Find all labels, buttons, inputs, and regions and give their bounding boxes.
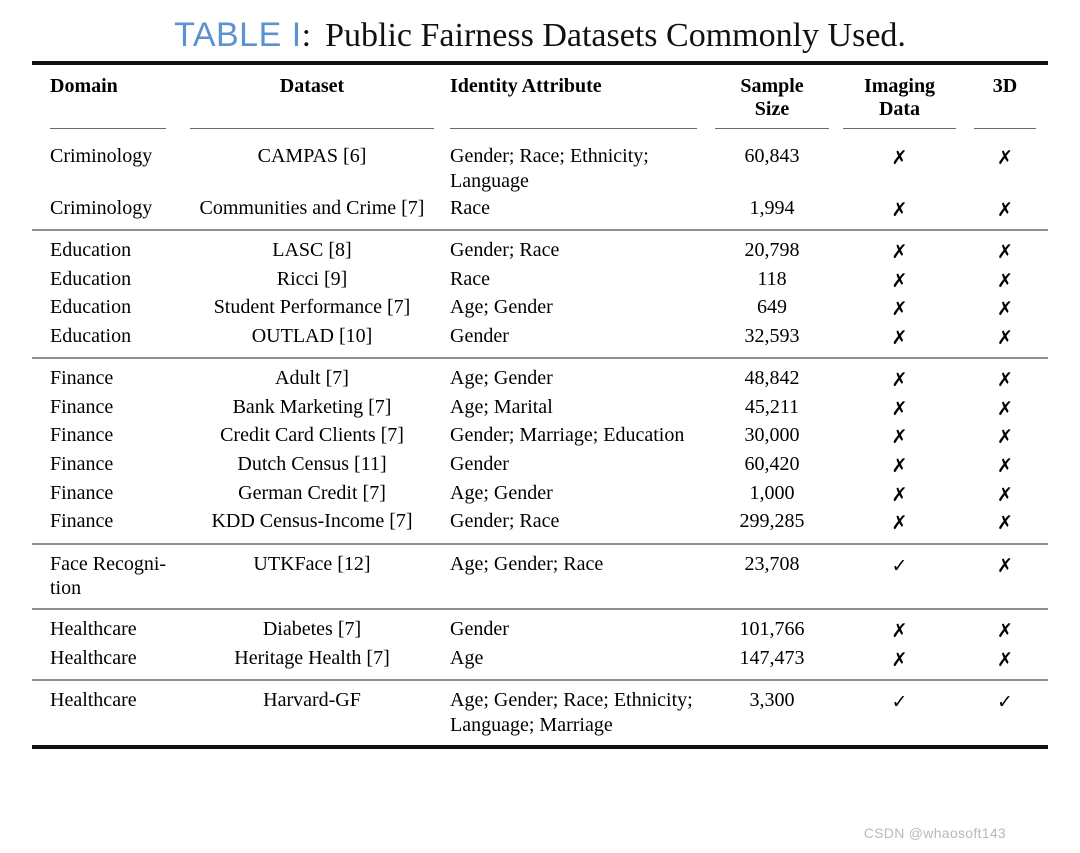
cell-sample-size: 48,842 <box>744 367 800 390</box>
cell-dataset: KDD Census-Income [7] <box>211 510 413 533</box>
cell-3d <box>962 359 1048 394</box>
cross-icon: ✗ <box>891 397 908 420</box>
cross-icon: ✗ <box>997 241 1013 264</box>
cell-imaging-data <box>837 137 962 195</box>
cross-icon: ✗ <box>997 554 1013 577</box>
cell-imaging-data <box>837 394 962 423</box>
check-icon: ✓ <box>891 554 908 577</box>
cell-imaging-data <box>837 294 962 323</box>
table-number-label: TABLE I <box>174 16 302 54</box>
check-icon: ✓ <box>997 691 1013 714</box>
cell-sample-size: 118 <box>757 267 787 290</box>
cell-sample-size: 30,000 <box>744 424 800 447</box>
cell-domain: Finance <box>50 481 114 504</box>
cell-domain: Education <box>50 324 132 347</box>
cell-sample-size: 649 <box>757 296 787 319</box>
cell-3d <box>962 610 1048 645</box>
cell-imaging-data <box>837 610 962 645</box>
table-row <box>32 681 1048 745</box>
cross-icon: ✗ <box>891 512 908 535</box>
cell-identity-attribute: Age; Marital <box>450 395 553 418</box>
cell-dataset: UTKFace [12] <box>253 552 371 575</box>
cell-imaging-data <box>837 480 962 509</box>
cell-identity-attribute: Race <box>450 196 490 219</box>
cell-3d <box>962 681 1048 745</box>
cell-domain: Education <box>50 296 132 319</box>
cell-sample-size: 60,420 <box>744 452 800 475</box>
cell-dataset: LASC [8] <box>272 239 352 262</box>
cell-domain: Finance <box>50 452 114 475</box>
cross-icon: ✗ <box>891 369 908 392</box>
cell-identity-attribute: Age; Gender <box>450 481 553 504</box>
cross-icon: ✗ <box>997 147 1013 169</box>
watermark: CSDN @whaosoft143 <box>863 825 1006 841</box>
cell-domain: Face Recogni- tion <box>50 552 167 600</box>
cell-identity-attribute: Age; Gender <box>450 367 553 390</box>
cell-domain: Healthcare <box>50 689 137 712</box>
cross-icon: ✗ <box>997 426 1013 449</box>
cell-sample-size: 1,994 <box>749 196 795 219</box>
cell-imaging-data <box>837 231 962 266</box>
table-row <box>32 394 1048 423</box>
cross-icon: ✗ <box>891 241 908 264</box>
cell-domain: Finance <box>50 367 114 390</box>
cross-icon: ✗ <box>891 483 908 506</box>
table-row <box>32 359 1048 394</box>
cell-imaging-data <box>837 266 962 295</box>
table-row <box>32 266 1048 295</box>
table-row <box>32 422 1048 451</box>
cell-sample-size: 299,285 <box>739 510 805 533</box>
header-underline-sample <box>707 123 837 137</box>
cell-domain: Criminology <box>50 196 153 219</box>
cell-3d <box>962 266 1048 295</box>
cross-icon: ✗ <box>997 397 1013 420</box>
cross-icon: ✗ <box>997 198 1013 221</box>
cell-domain: Criminology <box>50 145 153 167</box>
cell-3d <box>962 545 1048 609</box>
table-row <box>32 294 1048 323</box>
cell-imaging-data <box>837 508 962 543</box>
cross-icon: ✗ <box>997 269 1013 292</box>
cell-imaging-data <box>837 195 962 230</box>
header-underline-imaging <box>837 123 962 137</box>
column-header-imaging-data-line1: Imaging <box>863 75 936 97</box>
cell-identity-attribute: Race <box>450 267 490 290</box>
column-header-imaging-data <box>837 65 962 123</box>
table-header <box>32 65 1048 137</box>
cell-3d <box>962 645 1048 680</box>
cell-identity-attribute: Gender <box>450 618 509 641</box>
cell-domain: Healthcare <box>50 646 137 669</box>
cell-sample-size: 32,593 <box>744 324 800 347</box>
fairness-datasets-table <box>32 61 1048 749</box>
cell-dataset: Credit Card Clients [7] <box>220 424 404 447</box>
cross-icon: ✗ <box>891 454 908 477</box>
cell-dataset: Communities and Crime [7] <box>199 196 425 219</box>
cell-identity-attribute: Gender; Race; Ethnicity; Language <box>450 145 649 192</box>
cross-icon: ✗ <box>891 426 908 449</box>
cross-icon: ✗ <box>891 269 908 292</box>
column-header-3d: 3D <box>992 75 1018 97</box>
cross-icon: ✗ <box>997 483 1013 506</box>
header-underline-dataset <box>182 123 442 137</box>
cell-dataset: Harvard-GF <box>263 689 361 712</box>
cell-identity-attribute: Gender <box>450 452 509 475</box>
cell-3d <box>962 394 1048 423</box>
table-caption <box>0 0 1080 61</box>
cell-sample-size: 60,843 <box>744 145 800 167</box>
check-icon: ✓ <box>891 691 908 714</box>
cross-icon: ✗ <box>891 298 908 321</box>
cell-3d <box>962 480 1048 509</box>
table-row <box>32 323 1048 358</box>
header-underline-3d <box>962 123 1048 137</box>
cross-icon: ✗ <box>891 326 908 349</box>
column-header-sample-size-line1: Sample <box>740 75 804 97</box>
cell-identity-attribute: Age; Gender; Race; Ethnicity; Language; Marriage <box>450 689 693 737</box>
cell-3d <box>962 508 1048 543</box>
table-row <box>32 137 1048 195</box>
cell-sample-size: 20,798 <box>744 239 800 262</box>
column-header-sample-size <box>707 65 837 123</box>
header-underline-identity <box>442 123 707 137</box>
cross-icon: ✗ <box>997 648 1013 671</box>
cell-3d <box>962 137 1048 195</box>
cell-3d <box>962 195 1048 230</box>
header-underline-row <box>32 123 1048 137</box>
table-row <box>32 545 1048 609</box>
column-header-sample-size-line2: Size <box>754 98 790 120</box>
cross-icon: ✗ <box>891 648 908 671</box>
cell-domain: Finance <box>50 510 114 533</box>
table-caption-text: Public Fairness Datasets Commonly Used. <box>325 17 906 54</box>
cell-3d <box>962 323 1048 358</box>
cell-dataset: Student Performance [7] <box>213 296 411 319</box>
cell-identity-attribute: Age; Gender; Race <box>450 552 604 575</box>
cell-dataset: Dutch Census [11] <box>237 452 387 475</box>
cell-imaging-data <box>837 359 962 394</box>
cell-domain: Finance <box>50 424 114 447</box>
table-row <box>32 231 1048 266</box>
cross-icon: ✗ <box>891 620 908 643</box>
cell-identity-attribute: Gender <box>450 324 509 347</box>
cross-icon: ✗ <box>997 326 1013 349</box>
table-row <box>32 480 1048 509</box>
cell-3d <box>962 231 1048 266</box>
table-bottom-rule <box>32 745 1048 749</box>
cell-identity-attribute: Gender; Marriage; Education <box>450 424 685 447</box>
cell-dataset: OUTLAD [10] <box>251 324 373 347</box>
table-row <box>32 195 1048 230</box>
cell-dataset: CAMPAS [6] <box>257 145 367 167</box>
cell-imaging-data <box>837 323 962 358</box>
cell-imaging-data <box>837 545 962 609</box>
cell-dataset: Ricci [9] <box>276 267 348 290</box>
cell-3d <box>962 422 1048 451</box>
cell-identity-attribute: Gender; Race <box>450 510 560 533</box>
table-row <box>32 645 1048 680</box>
cell-dataset: Heritage Health [7] <box>234 646 390 669</box>
cell-domain: Finance <box>50 395 114 418</box>
cross-icon: ✗ <box>997 512 1013 535</box>
cell-imaging-data <box>837 645 962 680</box>
cell-sample-size: 1,000 <box>749 481 795 504</box>
cross-icon: ✗ <box>997 298 1013 321</box>
cell-imaging-data <box>837 681 962 745</box>
cell-identity-attribute: Age; Gender <box>450 296 553 319</box>
cell-domain: Education <box>50 239 132 262</box>
cross-icon: ✗ <box>997 620 1013 643</box>
cell-identity-attribute: Age <box>450 646 484 669</box>
table-row <box>32 610 1048 645</box>
cell-sample-size: 147,473 <box>739 646 805 669</box>
cell-3d <box>962 451 1048 480</box>
cell-dataset: Adult [7] <box>275 367 349 390</box>
cell-identity-attribute: Gender; Race <box>450 239 560 262</box>
column-header-dataset: Dataset <box>279 75 345 97</box>
cross-icon: ✗ <box>891 147 908 169</box>
table-caption-colon: : <box>301 17 312 54</box>
cell-imaging-data <box>837 422 962 451</box>
cell-domain: Education <box>50 267 132 290</box>
column-header-domain: Domain <box>50 75 118 97</box>
cell-sample-size: 23,708 <box>744 552 800 575</box>
cell-dataset: German Credit [7] <box>238 481 386 504</box>
cell-dataset: Diabetes [7] <box>262 618 362 641</box>
column-header-imaging-data-line2: Data <box>878 98 921 120</box>
cross-icon: ✗ <box>891 198 908 221</box>
table-row <box>32 451 1048 480</box>
cell-sample-size: 45,211 <box>744 395 800 418</box>
cell-sample-size: 3,300 <box>749 689 795 712</box>
table-body <box>32 137 1048 745</box>
cross-icon: ✗ <box>997 369 1013 392</box>
cell-domain: Healthcare <box>50 618 137 641</box>
table-row <box>32 508 1048 543</box>
header-row <box>32 65 1048 123</box>
cross-icon: ✗ <box>997 454 1013 477</box>
cell-imaging-data <box>837 451 962 480</box>
cell-3d <box>962 294 1048 323</box>
header-underline-domain <box>32 123 182 137</box>
cell-sample-size: 101,766 <box>739 618 805 641</box>
cell-dataset: Bank Marketing [7] <box>232 395 392 418</box>
column-header-identity-attribute: Identity Attribute <box>450 75 602 97</box>
